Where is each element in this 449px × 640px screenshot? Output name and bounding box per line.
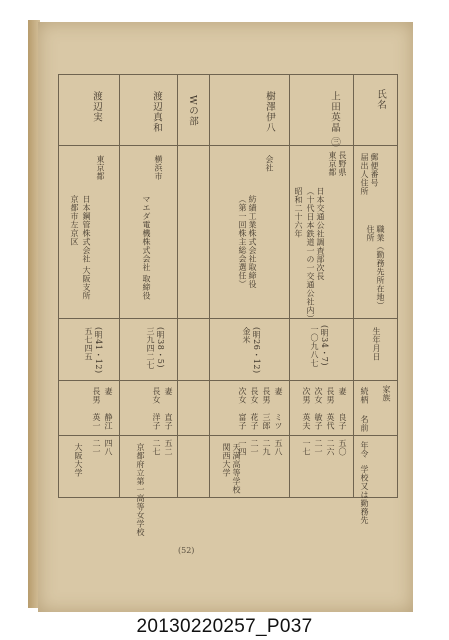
row-divider [59, 435, 397, 436]
row4-birth: (明41・12) 五七四五 [84, 327, 103, 374]
row1-name: 上田英晶 ㊂ [329, 91, 340, 148]
row1-family-age: 二六 [326, 439, 335, 456]
row1-family-name: 英代 [326, 413, 335, 430]
row4-occupation-sub: 京都市左京区 [70, 195, 79, 246]
row3-address: 横浜市 [154, 155, 163, 181]
row2-address: 会社 [265, 155, 274, 172]
column-divider [353, 75, 354, 497]
row2-family-name: ミツ [274, 413, 283, 430]
header-school: 学校又は勤務先 [360, 465, 369, 525]
row4-family-age: 二一 [92, 439, 101, 456]
row3-family-rel: 長女 [152, 387, 161, 404]
row2-family-rel: 長女 [250, 387, 259, 404]
header-name: 氏名 [375, 89, 386, 110]
row1-family-rel: 長男 [326, 387, 335, 404]
row4-family-name: 静江 [104, 413, 113, 430]
row3-family-rel: 妻 [164, 387, 173, 396]
page-number: (52) [178, 546, 195, 555]
row1-family-rel: 妻 [338, 387, 347, 396]
row4-occupation: 日本鋼管株式会社 大阪支所 [82, 195, 91, 301]
row1-family-name: 敏子 [314, 413, 323, 430]
header-address: 郵便番号 届出人住所 [360, 153, 379, 196]
row4-school: 大阪大学 [74, 443, 83, 477]
row3-family-age: 五二 [164, 439, 173, 456]
row1-family-rel: 次女 [314, 387, 323, 404]
row1-occupation-sub: 昭和二十六年 [294, 187, 303, 238]
row2-family-rel: 妻 [274, 387, 283, 396]
row1-birth: (明34・7) 一〇九八七 [310, 325, 329, 368]
row2-birth: (明26・12) 金米 [242, 327, 261, 374]
document-page [38, 22, 413, 612]
row3-name: 渡辺真和 [151, 91, 162, 133]
row2-family-rel: 長男 [262, 387, 271, 404]
row-divider [59, 145, 397, 146]
column-divider [289, 75, 290, 497]
header-occupation: 職業（勤務先所在地） 住所 [366, 225, 385, 310]
row2-family-age: 一四 [238, 439, 247, 456]
row4-family-rel: 妻 [104, 387, 113, 396]
row3-occupation: マエダ電機株式会社 取締役 [142, 195, 151, 301]
section-label: Wの部 [187, 95, 198, 127]
row2-family-age: 二一 [250, 439, 259, 456]
header-birth: 生年月日 [372, 327, 381, 361]
row1-family-name: 英夫 [302, 413, 311, 430]
header-relation: 続柄 [360, 387, 369, 404]
row4-family-age: 四八 [104, 439, 113, 456]
row-divider [59, 318, 397, 319]
header-family-name: 名前 [360, 415, 369, 432]
register-table [58, 74, 398, 537]
row2-name: 樹澤伊八 [264, 91, 275, 133]
header-age: 年令 [360, 441, 369, 458]
row2-family-name: 富子 [238, 413, 247, 430]
row2-occupation: 紡績工業株式会社取締役 （第一回株主総会選任） [238, 195, 257, 289]
image-caption: 20130220257_P037 [136, 616, 313, 637]
row3-family-age: 二七 [152, 439, 161, 456]
row4-family-name: 英一 [92, 413, 101, 430]
row4-address: 東京都 [96, 155, 105, 181]
header-family: 家族 [382, 385, 391, 402]
row2-family-age: 五八 [274, 439, 283, 456]
row3-school: 京都府立第一高等女学校 [136, 443, 145, 537]
row4-family-rel: 長男 [92, 387, 101, 404]
row2-family-name: 花子 [250, 413, 259, 430]
row2-family-name: 三郎 [262, 413, 271, 430]
column-divider [119, 75, 120, 497]
row1-family-age: 二一 [314, 439, 323, 456]
column-divider [177, 75, 178, 497]
row1-family-age: 五〇 [338, 439, 347, 456]
row3-family-name: 直子 [164, 413, 173, 430]
column-divider [209, 75, 210, 497]
row1-family-name: 良子 [338, 413, 347, 430]
row3-family-name: 洋子 [152, 413, 161, 430]
row1-occupation: 日本交通公社調査部次長 （十代日本鉄道一の一交通公社内） [306, 187, 325, 323]
row2-school: 天満高等学校 関西大学 [222, 443, 241, 494]
row3-birth: (明38・5) 三九四二七 [146, 327, 165, 370]
row2-family-rel: 次女 [238, 387, 247, 404]
row1-family-age: 一七 [302, 439, 311, 456]
row-divider [59, 380, 397, 381]
row1-family-rel: 次男 [302, 387, 311, 404]
row2-family-age: 二九 [262, 439, 271, 456]
row4-name: 渡辺実 [91, 91, 102, 123]
row1-address: 長野県 東京都 [328, 151, 347, 177]
